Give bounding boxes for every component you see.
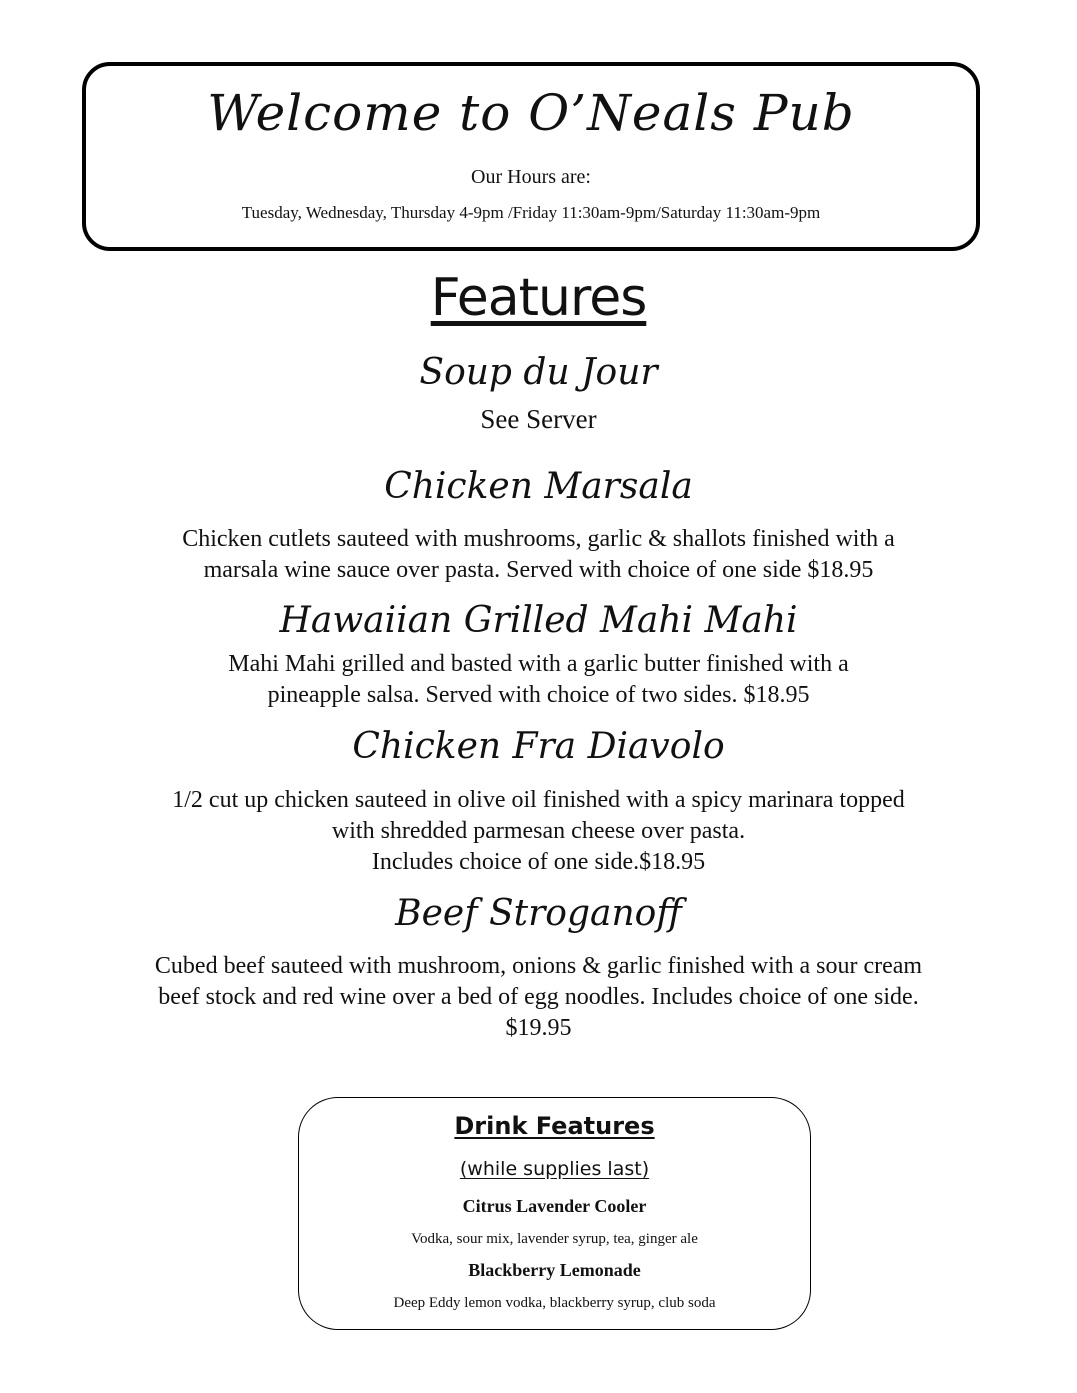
dish-title-fra-diavolo: Chicken Fra Diavolo (352, 726, 725, 767)
dish-desc-line: $19.95 (505, 1015, 572, 1041)
dish-title-soup: Soup du Jour (419, 352, 658, 393)
drink-name: Blackberry Lemonade (468, 1260, 641, 1280)
drink-name: Citrus Lavender Cooler (462, 1196, 647, 1216)
features-heading: Features (430, 268, 647, 328)
dish-desc-line: Chicken cutlets sauteed with mushrooms, garlic & shallots finished with a (182, 526, 895, 552)
dish-desc-line: Includes choice of one side.$18.95 (371, 849, 706, 875)
dish-desc-line: Mahi Mahi grilled and basted with a garlic butter finished with a (228, 651, 849, 677)
drink-features-box (298, 1097, 811, 1330)
dish-desc-line: Cubed beef sauteed with mushroom, onions & garlic finished with a sour cream (154, 953, 923, 979)
welcome-box (82, 62, 980, 251)
pub-title: Welcome to O’Neals Pub (207, 84, 855, 142)
dish-title-chicken-marsala: Chicken Marsala (384, 466, 693, 507)
dish-desc-line: marsala wine sauce over pasta. Served with choice of one side $18.95 (203, 557, 874, 583)
drink-features-subtitle: (while supplies last) (459, 1158, 650, 1180)
dish-desc-line: pineapple salsa. Served with choice of two sides. $18.95 (267, 682, 810, 708)
dish-title-beef-stroganoff: Beef Stroganoff (395, 893, 682, 934)
hours-text: Tuesday, Wednesday, Thursday 4-9pm /Friday 11:30am-9pm/Saturday 11:30am-9pm (241, 203, 821, 222)
dish-desc-line: 1/2 cut up chicken sauteed in olive oil finished with a spicy marinara topped (172, 787, 905, 813)
dish-title-mahi-mahi: Hawaiian Grilled Mahi Mahi (279, 600, 798, 641)
dish-desc-soup: See Server (480, 404, 597, 434)
dish-desc-line: with shredded parmesan cheese over pasta. (331, 818, 746, 844)
dish-desc-line: beef stock and red wine over a bed of egg noodles. Includes choice of one side. (158, 984, 919, 1010)
drink-desc: Deep Eddy lemon vodka, blackberry syrup, club soda (393, 1295, 716, 1311)
hours-label: Our Hours are: (471, 166, 591, 188)
drink-features-heading: Drink Features (454, 1112, 655, 1140)
drink-desc: Vodka, sour mix, lavender syrup, tea, ginger ale (411, 1231, 698, 1247)
